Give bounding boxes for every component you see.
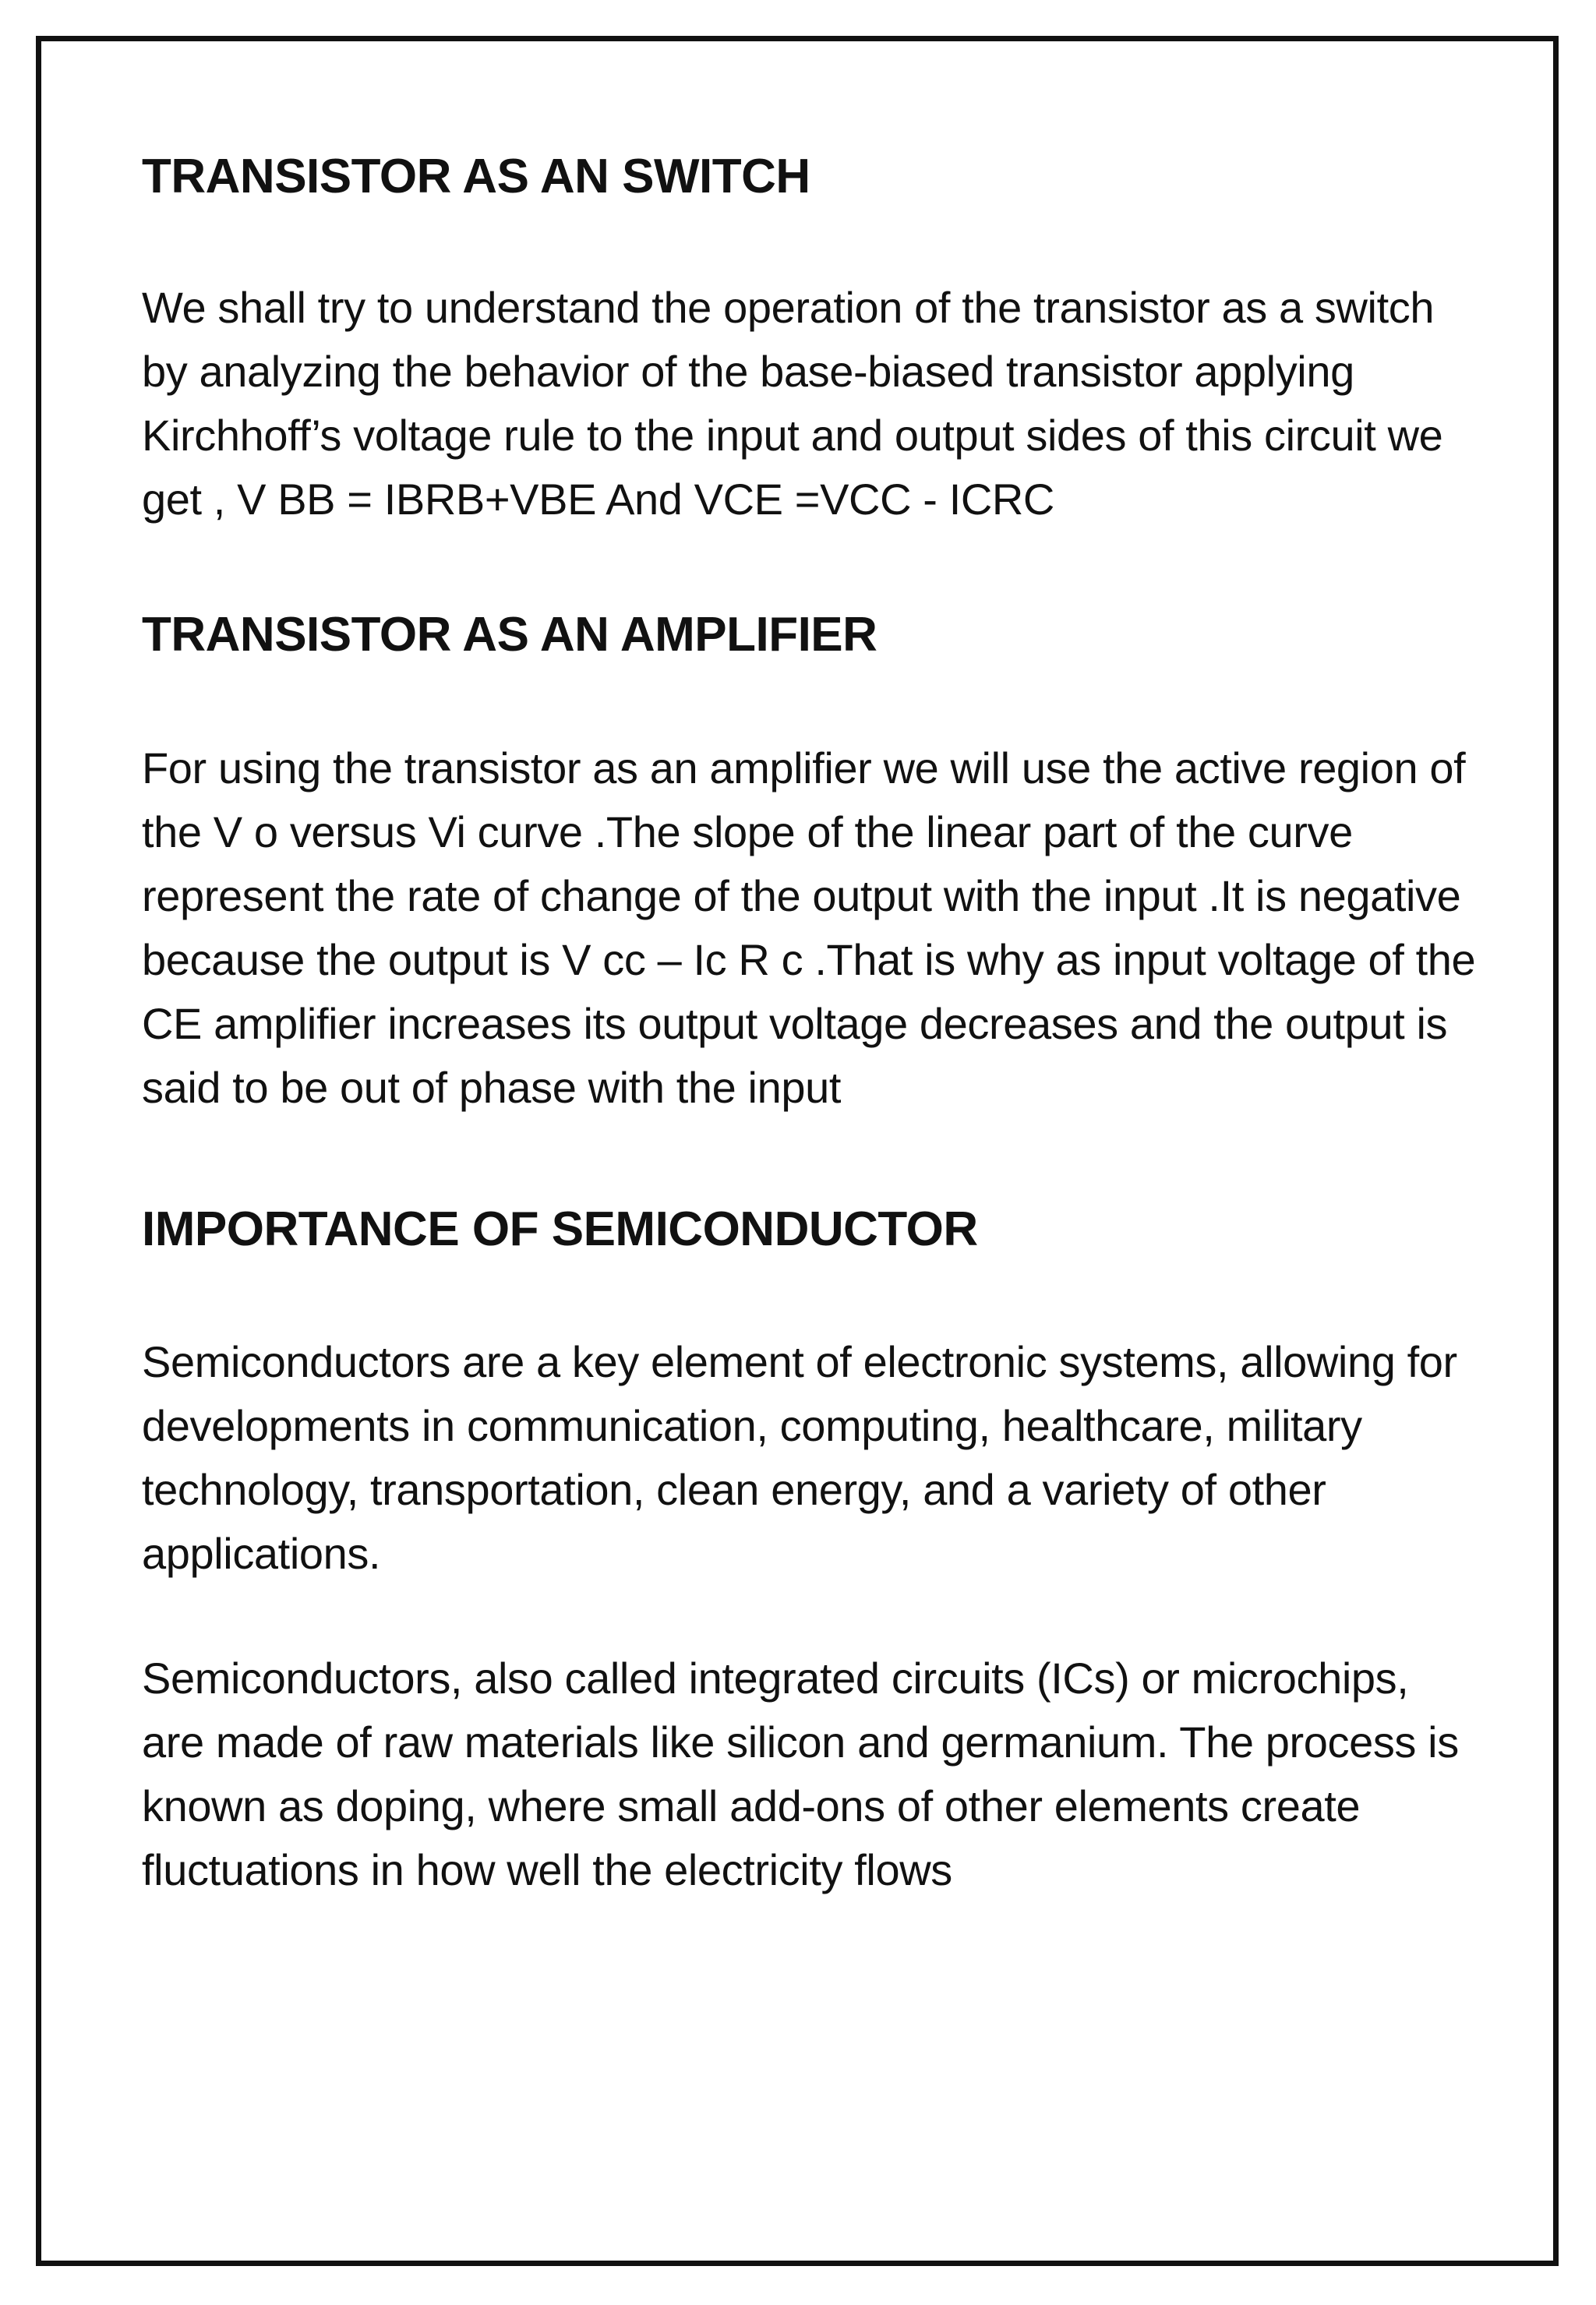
section-heading-switch: TRANSISTOR AS AN SWITCH [142,150,810,203]
section-heading-amplifier: TRANSISTOR AS AN AMPLIFIER [142,608,877,662]
document-body [142,148,1482,1902]
section-paragraph-amplifier: For using the transistor as an amplifier we will use the active region of the V o versus Vi curve .The slope of the linear part of the curve represent the rate of change of the output with the input .It is negative because the output is V cc – Ic R c .That is why as input voltage of the CE amplifier increases its output voltage decreases and the output is said to be out of phase with the input [142,743,1476,1112]
section-paragraph-importance-1: Semiconductors are a key element of electronic systems, allowing for developments in communication, computing, healthcare, military technology, transportation, clean energy, and a variety of other applications. [142,1337,1457,1579]
section-heading-importance: IMPORTANCE OF SEMICONDUCTOR [142,1202,978,1256]
section-paragraph-importance-2: Semiconductors, also called integrated circuits (ICs) or microchips, are made of raw materials like silicon and germanium. The process is known as doping, where small add-ons of other elements create fluctuations in how well the electricity flows [142,1654,1459,1895]
section-paragraph-switch: We shall try to understand the operation of the transistor as a switch by analyzing the behavior of the base-biased transistor applying Kirchhoff’s voltage rule to the input and output sides of this circuit we get , V BB = IBRB+VBE And VCE =VCC - ICRC [142,283,1443,524]
